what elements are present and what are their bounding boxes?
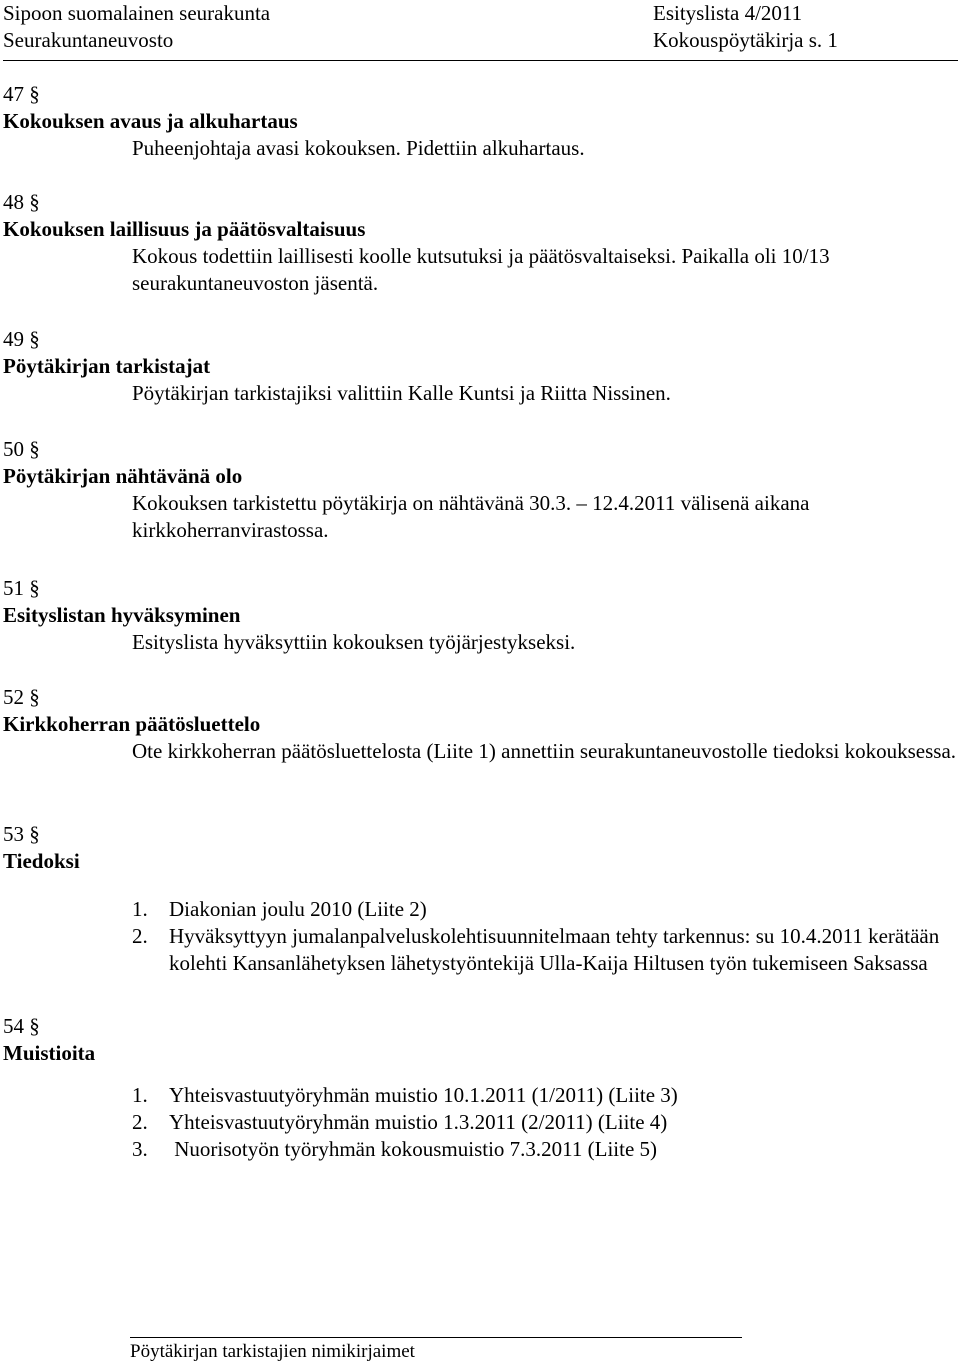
list-item-text: Yhteisvastuutyöryhmän muistio 10.1.2011 (1/2011) (Liite 3) [169,1083,678,1107]
section-number: 51 § [3,576,40,600]
section-title: Kokouksen avaus ja alkuhartaus [3,109,298,133]
minutes-page-number: Kokouspöytäkirja s. 1 [653,28,838,52]
list-item-number: 1. [132,1083,148,1107]
section-title: Kirkkoherran päätösluettelo [3,712,261,736]
section-48 [3,189,958,297]
section-text: Ote kirkkoherran päätösluettelosta (Liite 1) annettiin seurakuntaneuvostolle tiedoksi kokouksessa. [132,739,957,763]
section-title: Pöytäkirjan tarkistajat [3,354,211,378]
section-50 [3,436,958,544]
info-list [132,896,958,977]
parish-name: Sipoon suomalainen seurakunta [3,1,271,25]
list-item [132,923,958,977]
section-title: Kokouksen laillisuus ja päätösvaltaisuus [3,217,366,241]
list-item-number: 2. [132,924,148,948]
list-item [132,1136,958,1163]
section-text: Pöytäkirjan tarkistajiksi valittiin Kalle Kuntsi ja Riitta Nissinen. [132,381,671,405]
signatures-label: Pöytäkirjan tarkistajien nimikirjaimet [130,1341,415,1362]
section-number: 49 § [3,327,40,351]
section-number: 48 § [3,190,40,214]
section-number: 52 § [3,685,40,709]
council-name: Seurakuntaneuvosto [3,28,174,52]
list-item-number: 2. [132,1110,148,1134]
memo-list [132,1082,958,1163]
section-text: Esityslista hyväksyttiin kokouksen työjärjestykseksi. [132,630,576,654]
list-item-text: Hyväksyttyyn jumalanpalveluskolehtisuunnitelmaan tehty tarkennus: su 10.4.2011 kerätään kolehti Kansanlähetyksen lähetystyöntekijä Ulla-Kaija Hiltusen työn tukemiseen Saksassa [169,924,940,975]
section-title: Tiedoksi [3,849,80,873]
list-item-text: Nuorisotyön työryhmän kokousmuistio 7.3.2011 (Liite 5) [169,1137,658,1161]
signature-line [130,1337,742,1338]
header-divider [3,60,958,61]
list-item-number: 1. [132,897,148,921]
section-51 [3,575,958,656]
section-47 [3,81,958,162]
list-item [132,1109,958,1136]
section-54 [3,1013,958,1163]
list-item [132,1082,958,1109]
list-item-number: 3. [132,1137,148,1161]
section-49 [3,326,958,407]
section-number: 50 § [3,437,40,461]
section-53 [3,821,958,977]
section-text: Puheenjohtaja avasi kokouksen. Pidettiin alkuhartaus. [132,136,585,160]
section-number: 54 § [3,1014,40,1038]
section-number: 53 § [3,822,40,846]
list-item-text: Diakonian joulu 2010 (Liite 2) [169,897,427,921]
section-title: Esityslistan hyväksyminen [3,603,241,627]
section-text: Kokous todettiin laillisesti koolle kutsutuksi ja päätösvaltaiseksi. Paikalla oli 10/13 seurakuntaneuvoston jäsentä. [132,244,830,295]
list-item-text: Yhteisvastuutyöryhmän muistio 1.3.2011 (2/2011) (Liite 4) [169,1110,668,1134]
section-text: Kokouksen tarkistettu pöytäkirja on nähtävänä 30.3. – 12.4.2011 välisenä aikana kirkkoherranvirastossa. [132,491,810,542]
section-title: Pöytäkirjan nähtävänä olo [3,464,243,488]
section-number: 47 § [3,82,40,106]
list-item [132,896,958,923]
page-header [3,0,960,60]
agenda-number: Esityslista 4/2011 [653,1,803,25]
section-title: Muistioita [3,1041,96,1065]
section-52 [3,684,958,765]
